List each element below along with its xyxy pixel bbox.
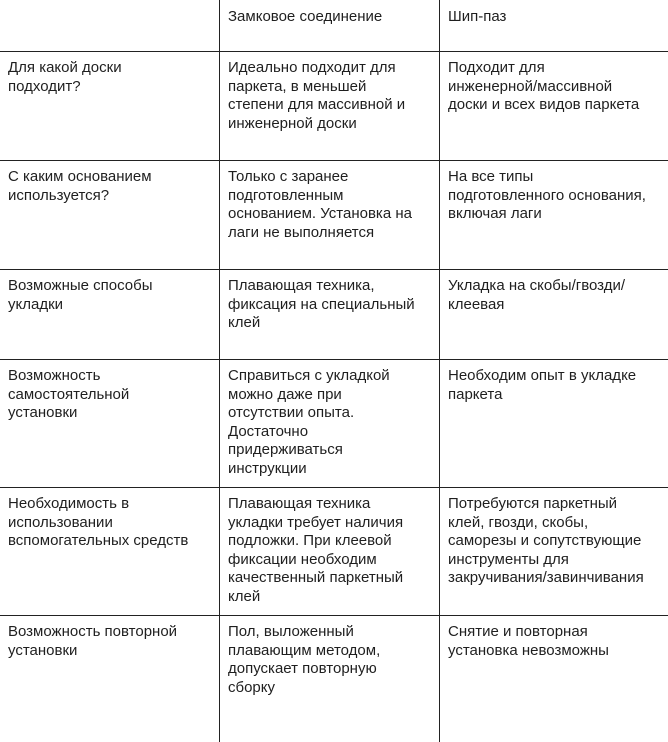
lock-joint-cell: Плавающая техника укладки требует наличия подложки. При клеевой фиксации необходим качественный паркетный клей: [219, 488, 439, 615]
criterion-cell: Возможные способы укладки: [8, 277, 153, 313]
criterion-cell: С каким основанием используется?: [8, 168, 152, 204]
lock-joint-cell: Только с заранее подготовленным основанием. Установка на лаги не выполняется: [219, 161, 439, 269]
criterion-cell: Необходимость в использовании вспомогательных средств: [8, 495, 189, 550]
tongue-groove-cell: Потребуются паркетный клей, гвозди, скобы, саморезы и сопутствующие инструменты для закручивания/завинчивания: [439, 488, 668, 615]
tongue-groove-cell: Необходим опыт в укладке паркета: [439, 360, 668, 487]
lock-joint-cell: Справиться с укладкой можно даже при отсутствии опыта. Достаточно придерживаться инструкции: [219, 360, 439, 487]
criterion-cell: Возможность самостоятельной установки: [8, 367, 130, 422]
tongue-groove-cell: Укладка на скобы/гвозди/ клеевая: [439, 270, 668, 359]
criterion-cell: Возможность повторной установки: [8, 623, 178, 659]
tongue-groove-cell: Подходит для инженерной/массивной доски и всех видов паркета: [439, 52, 668, 160]
tongue-groove-cell: Снятие и повторная установка невозможны: [439, 616, 668, 742]
table-row: [0, 161, 668, 270]
tongue-groove-cell: На все типы подготовленного основания, включая лаги: [439, 161, 668, 269]
lock-joint-cell: Плавающая техника, фиксация на специальный клей: [219, 270, 439, 359]
header-cell-tongue-groove: Шип-паз: [439, 0, 668, 51]
lock-joint-cell: Пол, выложенный плавающим методом, допускает повторную сборку: [219, 616, 439, 742]
table-row: [0, 488, 668, 616]
table-header-row: [0, 0, 668, 52]
header-cell-empty: [0, 0, 219, 51]
header-cell-lock-joint: Замковое соединение: [219, 0, 439, 51]
table-row: [0, 616, 668, 742]
criterion-cell: Для какой доски подходит?: [8, 59, 122, 95]
lock-joint-cell: Идеально подходит для паркета, в меньшей степени для массивной и инженерной доски: [219, 52, 439, 160]
table-row: [0, 270, 668, 360]
table-row: [0, 360, 668, 488]
table-row: [0, 52, 668, 161]
